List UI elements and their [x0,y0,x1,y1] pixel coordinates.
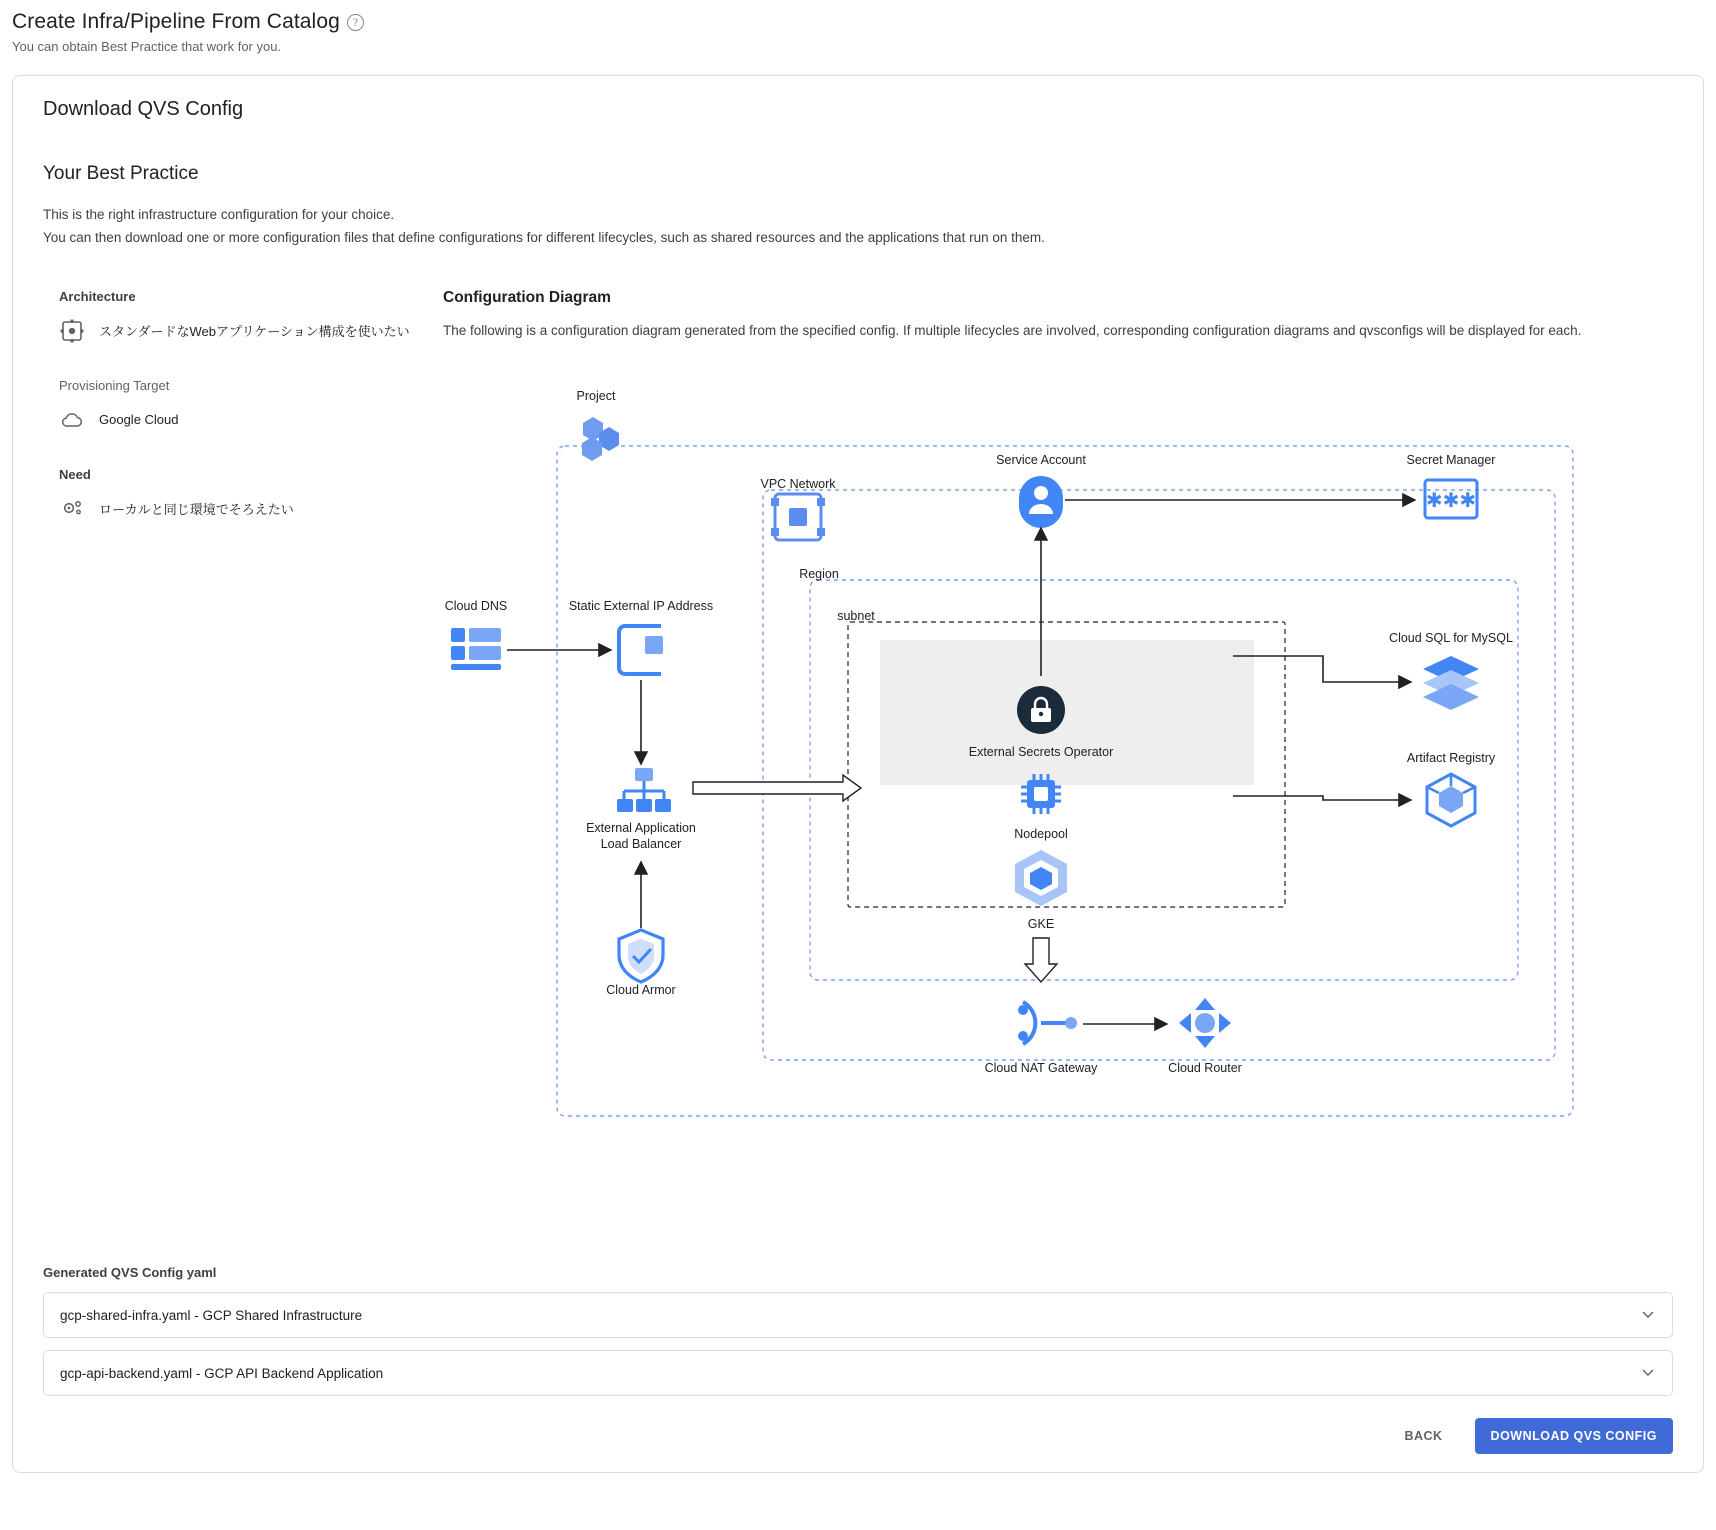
generated-qvs-config-label: Generated QVS Config yaml [43,1265,217,1280]
section-title: Your Best Practice [43,163,199,184]
card-paragraph-1: This is the right infrastructure configuration for your choice. [43,207,395,222]
external-app-lb-label-line1: External Application [586,820,696,835]
yaml-row-api-backend[interactable] [43,1350,1673,1396]
nodepool-label: Nodepool [1014,826,1068,841]
cloud-router-icon [1179,998,1231,1048]
sidebar-group-need [59,467,443,522]
diagram-title: Configuration Diagram [443,288,611,306]
external-secrets-operator-label: External Secrets Operator [968,744,1114,759]
chevron-down-icon[interactable] [1640,1306,1656,1325]
help-icon[interactable]: ? [347,14,364,31]
subnet-label: subnet [837,608,875,623]
gke-label: GKE [1027,916,1055,931]
sidebar-item-need[interactable] [59,496,443,522]
external-application-load-balancer-icon [617,768,671,812]
region-label: Region [799,566,839,581]
service-account-icon [1019,476,1063,528]
sidebar-group-architecture [59,289,443,344]
card-paragraph-2: You can then download one or more configuration files that define configurations for different lifecycles, such as shared resources and the applications that run on them. [43,229,1045,245]
gear-icon [59,496,85,522]
sidebar-group-label-need: Need [59,466,91,482]
sidebar-item-label-google-cloud: Google Cloud [99,412,179,428]
gke-icon [1015,850,1067,906]
footer-actions [43,1418,1673,1454]
vpc-network-icon [771,494,825,540]
generated-qvs-config-section [43,1265,1673,1454]
static-external-ip-icon [619,626,663,674]
cloud-nat-gateway-label: Cloud NAT Gateway [984,1060,1098,1075]
cloud-nat-gateway-icon [1018,1002,1077,1044]
sidebar-item-architecture[interactable] [59,318,443,344]
architecture-icon [59,318,85,344]
back-button[interactable]: BACK [1394,1421,1452,1451]
project-icon [582,417,619,461]
cloud-armor-icon [619,930,663,982]
cloud-dns-label: Cloud DNS [444,598,508,613]
cloud-armor-label: Cloud Armor [606,982,676,997]
yaml-row-api-backend-label: gcp-api-backend.yaml - GCP API Backend Application [60,1365,384,1381]
cloud-icon [59,407,85,433]
diagram-panel [443,289,1683,1230]
sidebar-item-label-architecture: スタンダードなWebアプリケーション構成を使いたい [99,324,410,340]
page-title: Create Infra/Pipeline From Catalog [12,10,340,33]
edge-gke-to-nat-block-arrow [1025,938,1057,982]
cloud-sql-for-mysql-label: Cloud SQL for MySQL [1389,630,1513,645]
edge-subnet-to-cloudsql [1233,656,1411,682]
cloud-router-label: Cloud Router [1168,1060,1242,1075]
workload-area [880,640,1254,785]
configuration-diagram [443,360,1683,1230]
artifact-registry-label: Artifact Registry [1406,750,1496,765]
service-account-label: Service Account [996,452,1086,467]
chevron-down-icon[interactable] [1640,1364,1656,1383]
main-card [12,75,1704,1473]
external-secrets-operator-icon [1017,686,1065,734]
page-subtitle: You can obtain Best Practice that work for you. [12,39,282,54]
sidebar-item-google-cloud[interactable] [59,407,443,433]
edge-lb-to-subnet-block-arrow [693,775,861,801]
download-qvs-config-button[interactable]: DOWNLOAD QVS CONFIG [1475,1418,1673,1454]
diagram-description: The following is a configuration diagram generated from the specified config. If multiple lifecycles are involved, corresponding configuration diagrams and qvsconfigs will be displayed for each. [443,322,1582,338]
static-external-ip-label: Static External IP Address [568,598,714,613]
sidebar [43,289,443,1230]
cloud-dns-icon [451,628,501,670]
sidebar-group-label-provisioning-target: Provisioning Target [59,377,170,393]
sidebar-item-label-need: ローカルと同じ環境でそろえたい [99,502,294,518]
project-label: Project [576,388,616,403]
card-title: Download QVS Config [43,98,244,120]
sidebar-group-label-architecture: Architecture [59,288,136,304]
page-header [12,10,1704,34]
artifact-registry-icon [1427,774,1475,826]
svg-text:✱✱✱: ✱✱✱ [1425,489,1477,512]
sidebar-group-provisioning-target [59,378,443,433]
yaml-row-shared-infra-label: gcp-shared-infra.yaml - GCP Shared Infrastructure [60,1307,363,1323]
edge-subnet-to-artifact-registry [1233,796,1411,800]
external-app-lb-label-line2: Load Balancer [600,836,682,851]
vpc-network-label: VPC Network [760,476,836,491]
secret-manager-icon [1425,480,1477,518]
cloud-sql-for-mysql-icon [1423,656,1479,710]
secret-manager-label: Secret Manager [1406,452,1496,467]
yaml-row-shared-infra[interactable] [43,1292,1673,1338]
